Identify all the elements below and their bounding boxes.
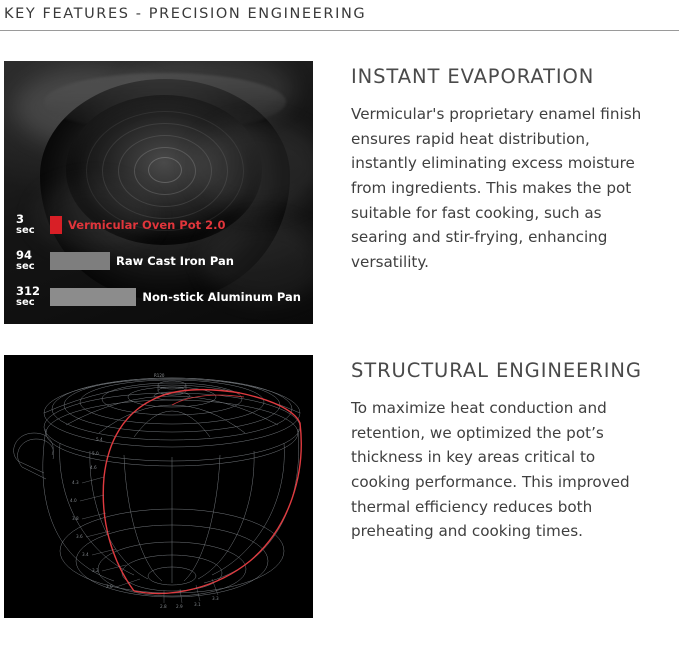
feature-block-instant-evaporation — [0, 61, 679, 324]
svg-text:R120: R120 — [154, 373, 165, 378]
svg-text:4.0: 4.0 — [70, 498, 77, 503]
svg-text:2.8: 2.8 — [160, 604, 167, 609]
feature-image-smoking-pot[interactable] — [4, 61, 313, 324]
svg-text:3.4: 3.4 — [82, 552, 89, 557]
feature-image-wireframe[interactable] — [4, 355, 313, 618]
feature-heading: INSTANT EVAPORATION — [351, 65, 595, 88]
svg-text:3.6: 3.6 — [76, 534, 83, 539]
feature-text-block — [351, 355, 679, 544]
legend-bar-grey — [50, 252, 110, 270]
legend-time-value — [16, 214, 50, 236]
svg-text:4.6: 4.6 — [90, 465, 97, 470]
svg-text:3.3: 3.3 — [212, 596, 219, 601]
evaporation-legend — [16, 212, 301, 310]
legend-time-unit: sec — [16, 225, 35, 236]
svg-text:3.1: 3.1 — [194, 602, 201, 607]
svg-text:4.3: 4.3 — [72, 480, 79, 485]
legend-label: Raw Cast Iron Pan — [116, 254, 234, 268]
wireframe-diagram-icon — [4, 355, 313, 618]
legend-time-number: 94 — [16, 248, 33, 262]
svg-text:5.0: 5.0 — [92, 451, 99, 456]
legend-time-value — [16, 250, 50, 272]
feature-heading: STRUCTURAL ENGINEERING — [351, 359, 642, 382]
svg-text:5.4: 5.4 — [96, 437, 103, 442]
legend-label: Vermicular Oven Pot 2.0 — [68, 218, 226, 232]
section-header — [0, 0, 679, 31]
legend-row — [16, 284, 301, 310]
legend-time-unit: sec — [16, 261, 35, 272]
feature-body: Vermicular's proprietary enamel finish ensures rapid heat distribution, instantly eliminating excess moisture from ingredients. This makes the pot suitable for fast cooking, such as searing and stir-frying, enhancing versatility. — [351, 105, 642, 271]
svg-text:3.0: 3.0 — [106, 584, 113, 589]
legend-time-unit: sec — [16, 297, 35, 308]
feature-block-structural-engineering — [0, 355, 679, 618]
legend-time-number: 3 — [16, 212, 25, 226]
smoke-wisp — [194, 121, 313, 211]
page-title: KEY FEATURES - PRECISION ENGINEERING — [4, 6, 367, 22]
legend-bar-red — [50, 216, 62, 234]
legend-label: Non-stick Aluminum Pan — [142, 290, 301, 304]
svg-text:3.2: 3.2 — [92, 568, 99, 573]
svg-text:3.8: 3.8 — [72, 516, 79, 521]
legend-time-number: 312 — [16, 284, 41, 298]
legend-row — [16, 212, 301, 238]
legend-bar-grey — [50, 288, 136, 306]
svg-text:2.9: 2.9 — [176, 604, 183, 609]
pot-ripple-ring — [148, 157, 182, 183]
legend-row — [16, 248, 301, 274]
feature-body: To maximize heat conduction and retention, we optimized the pot’s thickness in key areas critical to cooking performance. This improved thermal efficiency reduces both preheating and cooking times. — [351, 399, 630, 541]
legend-time-value — [16, 286, 50, 308]
feature-text-block — [351, 61, 679, 274]
header-divider — [0, 30, 679, 31]
